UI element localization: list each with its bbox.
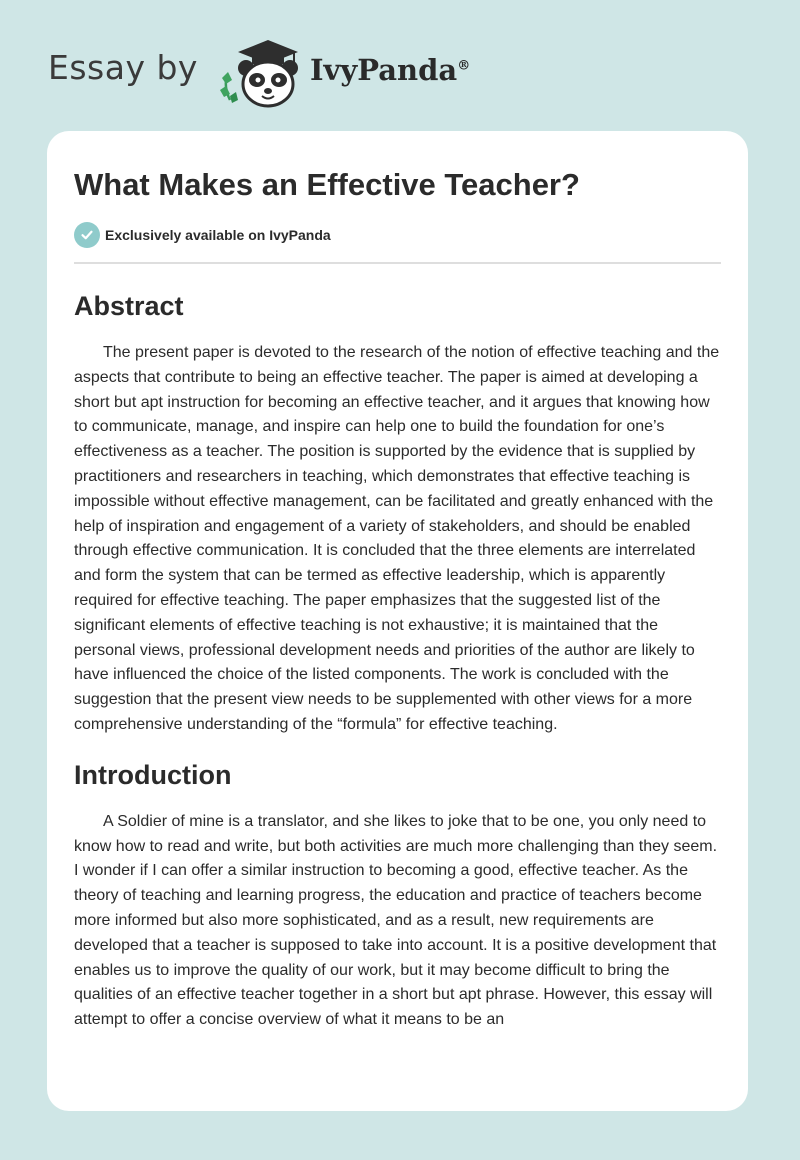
panda-mascot-icon	[214, 34, 302, 110]
abstract-paragraph: The present paper is devoted to the research of the notion of effective teaching and the aspects that contribute to being an effective teacher. The paper is aimed at developing a short but apt instruction for becoming an effective teacher, and it argues that knowing how to communicate, manage, and inspire can help one to build the foundation for one’s effectiveness as a teacher. The position is supported by the evidence that is supplied by practitioners and researchers in teaching, which demonstrates that effective teaching is impossible without effective management, can be facilitated and greatly enhanced with the help of inspiration and engagement of a variety of stakeholders, and should be enabled through effective communication. It is concluded that the three elements are interrelated and form the system that can be termed as effective leadership, which is apparently required for effective teaching. The paper emphasizes that the suggested list of the significant elements of effective teaching is not exhaustive; it is maintained that the personal views, professional development needs and priorities of the author are likely to have influenced the choice of the listed components. The work is concluded with the suggestion that the present view needs to be supplemented with other views for a more comprehensive understanding of the “formula” for effective teaching.	[74, 344, 720, 733]
badge-label: Exclusively available on IvyPanda	[105, 227, 331, 243]
divider	[74, 262, 721, 264]
essay-by-label: Essay by	[48, 47, 198, 87]
page-title: What Makes an Effective Teacher?	[74, 167, 580, 202]
brand-name: IvyPanda®	[309, 53, 471, 87]
site-header	[48, 32, 470, 112]
ivypanda-logo[interactable]	[214, 34, 470, 110]
section-heading-introduction: Introduction	[74, 759, 232, 790]
essay-card	[47, 131, 748, 1111]
exclusive-badge	[74, 222, 721, 248]
check-circle-icon	[74, 222, 100, 248]
introduction-paragraph: A Soldier of mine is a translator, and she likes to joke that to be one, you only need to know how to read and write, but both activities are much more challenging than they seem. I wonder if I can offer a similar instruction to becoming a good, effective teacher. As the theory of teaching and learning progress, the education and practice of teachers become more informed but also more sophisticated, and as a result, new requirements are developed that a teacher is supposed to take into account. It is a positive development that enables us to improve the quality of our work, but it may become difficult to bring the qualities of an effective teacher together in a short but apt phrase. However, this essay will attempt to offer a concise overview of what it means to be an	[74, 812, 718, 1029]
section-heading-abstract: Abstract	[74, 291, 184, 321]
